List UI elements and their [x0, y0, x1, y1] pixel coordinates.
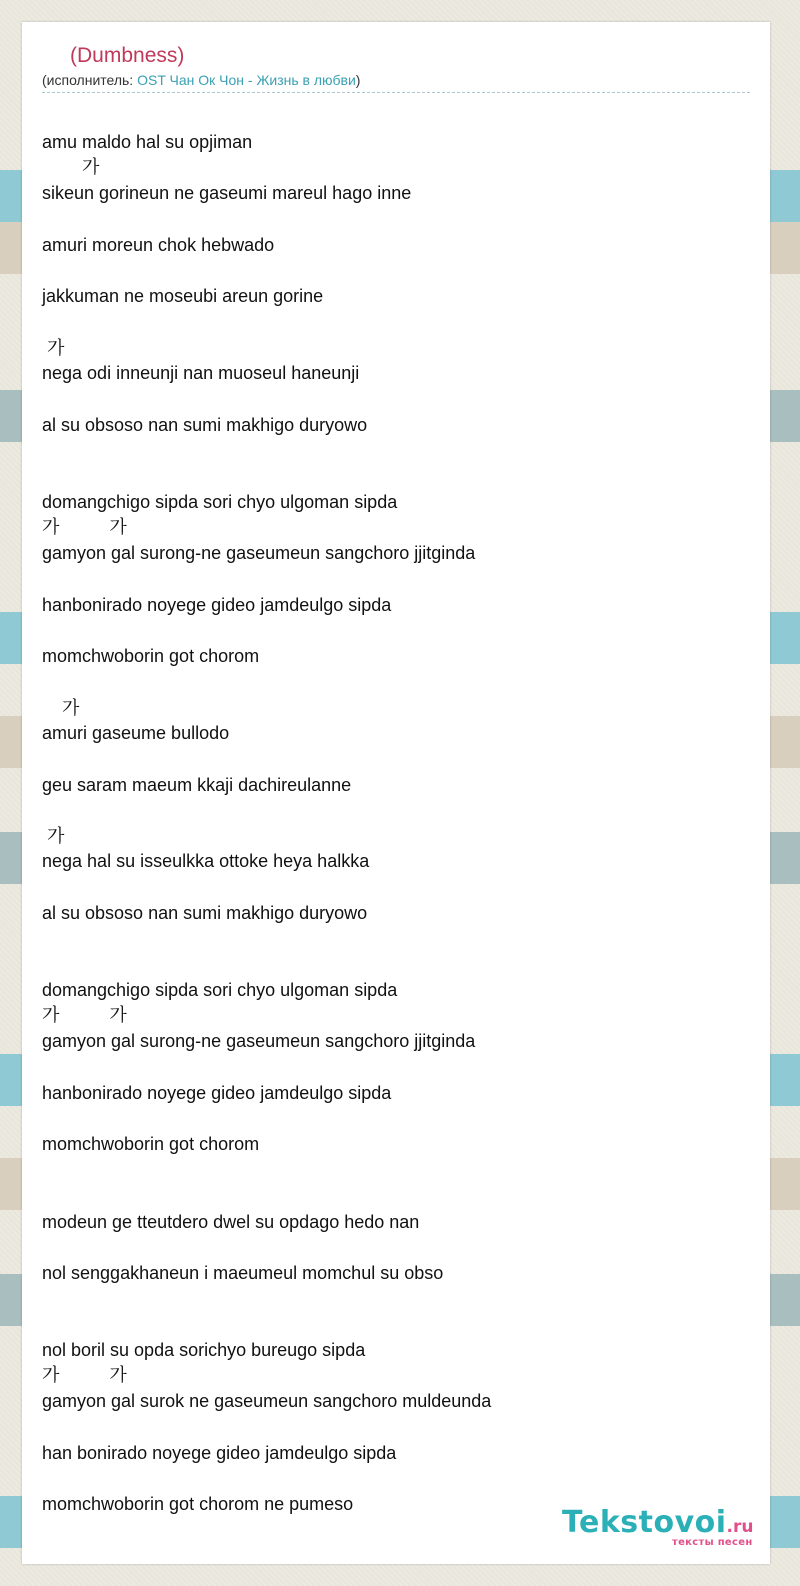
lyric-line: momchwoborin got chorom ne pumeso [42, 1494, 354, 1514]
performer-prefix: (исполнитель: [42, 72, 138, 88]
lyric-line: 가 가 [42, 517, 127, 537]
lyric-line: nol boril su opda sorichyo bureugo sipda [42, 1340, 366, 1360]
lyric-line: gamyon gal surok ne gaseumeun sangchoro muldeunda [42, 1391, 492, 1411]
lyric-line: amu maldo hal su opjiman [42, 132, 253, 152]
lyric-line: domangchigo sipda sori chyo ulgoman sipda [42, 492, 398, 512]
lyric-line: gamyon gal surong-ne gaseumeun sangchoro jjitginda [42, 543, 476, 563]
lyric-line: nega hal su isseulkka ottoke heya halkka [42, 851, 370, 871]
performer-suffix: ) [355, 72, 361, 88]
logo-tld: .ru [726, 1517, 754, 1537]
lyric-line: 가 [42, 338, 65, 358]
lyric-line: 가 [42, 157, 100, 177]
lyric-line: 가 가 [42, 1365, 127, 1385]
lyric-line: 가 [42, 826, 65, 846]
lyric-line: al su obsoso nan sumi makhigo duryowo [42, 415, 368, 435]
logo-subtitle: тексты песен [672, 1537, 753, 1548]
lyric-line: amuri gaseume bullodo [42, 723, 230, 743]
lyric-line: gamyon gal surong-ne gaseumeun sangchoro jjitginda [42, 1031, 476, 1051]
performer-link[interactable]: OST Чан Ок Чон - Жизнь в любви [137, 72, 356, 88]
site-logo[interactable] [562, 1505, 754, 1548]
song-title: (Dumbness) [70, 44, 185, 67]
lyric-line: momchwoborin got chorom [42, 1134, 260, 1154]
lyric-line: geu saram maeum kkaji dachireulanne [42, 775, 352, 795]
lyric-line: jakkuman ne moseubi areun gorine [42, 286, 324, 306]
lyric-line: modeun ge tteutdero dwel su opdago hedo nan [42, 1212, 420, 1232]
lyric-line: hanbonirado noyege gideo jamdeulgo sipda [42, 595, 392, 615]
lyric-line: domangchigo sipda sori chyo ulgoman sipda [42, 980, 398, 1000]
lyric-line: nol senggakhaneun i maeumeul momchul su obso [42, 1263, 444, 1283]
lyric-line: hanbonirado noyege gideo jamdeulgo sipda [42, 1083, 392, 1103]
lyric-line: amuri moreun chok hebwado [42, 235, 275, 255]
lyric-line: sikeun gorineun ne gaseumi mareul hago inne [42, 183, 412, 203]
logo-main: Tekstovoi [562, 1505, 727, 1540]
lyric-line: han bonirado noyege gideo jamdeulgo sipda [42, 1443, 397, 1463]
lyric-line: momchwoborin got chorom [42, 646, 260, 666]
lyric-line: al su obsoso nan sumi makhigo duryowo [42, 903, 368, 923]
header-divider [42, 92, 750, 93]
lyric-line: 가 가 [42, 1005, 127, 1025]
lyric-line: nega odi inneunji nan muoseul haneunji [42, 363, 360, 383]
performer-line [42, 72, 360, 88]
lyric-line: 가 [42, 698, 80, 718]
